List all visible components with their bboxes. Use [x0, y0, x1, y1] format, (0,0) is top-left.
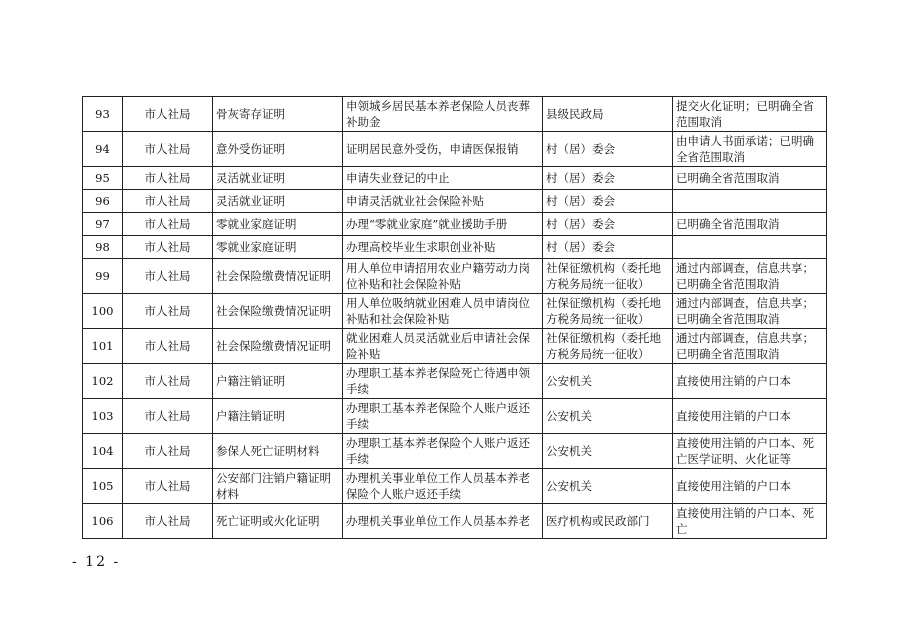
table-body — [83, 97, 827, 539]
handling-method-cell: 提交火化证明；已明确全省范围取消 — [673, 97, 827, 132]
table-row — [83, 399, 827, 434]
purpose-cell: 办理职工基本养老保险个人账户返还手续 — [343, 399, 543, 434]
issuing-authority-cell: 社保征缴机构（委托地方税务局统一征收） — [543, 329, 673, 364]
purpose-cell: 申请失业登记的中止 — [343, 167, 543, 190]
table-row — [83, 132, 827, 167]
issuing-authority-cell: 社保征缴机构（委托地方税务局统一征收） — [543, 294, 673, 329]
table-row — [83, 167, 827, 190]
purpose-cell: 办理职工基本养老保险死亡待遇申领手续 — [343, 364, 543, 399]
certificate-name-cell: 社会保险缴费情况证明 — [213, 259, 343, 294]
certificate-name-cell: 社会保险缴费情况证明 — [213, 329, 343, 364]
certificate-name-cell: 灵活就业证明 — [213, 190, 343, 213]
department-cell: 市人社局 — [123, 399, 213, 434]
handling-method-cell: 通过内部调查，信息共享；已明确全省范围取消 — [673, 294, 827, 329]
certificate-name-cell: 参保人死亡证明材料 — [213, 434, 343, 469]
certificate-name-cell: 骨灰寄存证明 — [213, 97, 343, 132]
table-row — [83, 259, 827, 294]
department-cell: 市人社局 — [123, 469, 213, 504]
issuing-authority-cell: 公安机关 — [543, 469, 673, 504]
department-cell: 市人社局 — [123, 259, 213, 294]
certificate-name-cell: 死亡证明或火化证明 — [213, 504, 343, 539]
handling-method-cell: 直接使用注销的户口本 — [673, 469, 827, 504]
table-row — [83, 294, 827, 329]
department-cell: 市人社局 — [123, 294, 213, 329]
purpose-cell: 用人单位申请招用农业户籍劳动力岗位补贴和社会保险补贴 — [343, 259, 543, 294]
issuing-authority-cell: 村（居）委会 — [543, 213, 673, 236]
issuing-authority-cell: 村（居）委会 — [543, 132, 673, 167]
row-number: 99 — [83, 259, 123, 294]
issuing-authority-cell: 公安机关 — [543, 399, 673, 434]
department-cell: 市人社局 — [123, 97, 213, 132]
row-number: 105 — [83, 469, 123, 504]
department-cell: 市人社局 — [123, 213, 213, 236]
row-number: 103 — [83, 399, 123, 434]
purpose-cell: 申请灵活就业社会保险补贴 — [343, 190, 543, 213]
certificate-table — [82, 96, 827, 539]
handling-method-cell — [673, 236, 827, 259]
department-cell: 市人社局 — [123, 364, 213, 399]
handling-method-cell: 由申请人书面承诺；已明确全省范围取消 — [673, 132, 827, 167]
certificate-name-cell: 零就业家庭证明 — [213, 213, 343, 236]
table-row — [83, 97, 827, 132]
handling-method-cell: 通过内部调查，信息共享；已明确全省范围取消 — [673, 329, 827, 364]
row-number: 93 — [83, 97, 123, 132]
row-number: 106 — [83, 504, 123, 539]
issuing-authority-cell: 公安机关 — [543, 434, 673, 469]
handling-method-cell: 直接使用注销的户口本 — [673, 399, 827, 434]
certificate-name-cell: 零就业家庭证明 — [213, 236, 343, 259]
table-row — [83, 329, 827, 364]
department-cell: 市人社局 — [123, 132, 213, 167]
page-number: - 12 - — [72, 554, 121, 570]
issuing-authority-cell: 村（居）委会 — [543, 190, 673, 213]
department-cell: 市人社局 — [123, 236, 213, 259]
handling-method-cell: 通过内部调查，信息共享；已明确全省范围取消 — [673, 259, 827, 294]
table-row — [83, 469, 827, 504]
table-row — [83, 236, 827, 259]
purpose-cell: 办理高校毕业生求职创业补贴 — [343, 236, 543, 259]
purpose-cell: 办理机关事业单位工作人员基本养老保险个人账户返还手续 — [343, 469, 543, 504]
handling-method-cell: 直接使用注销的户口本、死亡医学证明、火化证等 — [673, 434, 827, 469]
row-number: 97 — [83, 213, 123, 236]
row-number: 100 — [83, 294, 123, 329]
certificate-name-cell: 意外受伤证明 — [213, 132, 343, 167]
issuing-authority-cell: 公安机关 — [543, 364, 673, 399]
issuing-authority-cell: 村（居）委会 — [543, 167, 673, 190]
row-number: 94 — [83, 132, 123, 167]
row-number: 98 — [83, 236, 123, 259]
issuing-authority-cell: 社保征缴机构（委托地方税务局统一征收） — [543, 259, 673, 294]
table-row — [83, 213, 827, 236]
department-cell: 市人社局 — [123, 504, 213, 539]
purpose-cell: 申领城乡居民基本养老保险人员丧葬补助金 — [343, 97, 543, 132]
certificate-name-cell: 户籍注销证明 — [213, 399, 343, 434]
issuing-authority-cell: 医疗机构或民政部门 — [543, 504, 673, 539]
certificate-name-cell: 社会保险缴费情况证明 — [213, 294, 343, 329]
department-cell: 市人社局 — [123, 434, 213, 469]
certificate-name-cell: 户籍注销证明 — [213, 364, 343, 399]
department-cell: 市人社局 — [123, 329, 213, 364]
department-cell: 市人社局 — [123, 167, 213, 190]
purpose-cell: 办理“零就业家庭”就业援助手册 — [343, 213, 543, 236]
purpose-cell: 用人单位吸纳就业困难人员申请岗位补贴和社会保险补贴 — [343, 294, 543, 329]
row-number: 95 — [83, 167, 123, 190]
issuing-authority-cell: 村（居）委会 — [543, 236, 673, 259]
certificate-name-cell: 灵活就业证明 — [213, 167, 343, 190]
department-cell: 市人社局 — [123, 190, 213, 213]
certificate-name-cell: 公安部门注销户籍证明材料 — [213, 469, 343, 504]
row-number: 104 — [83, 434, 123, 469]
purpose-cell: 办理职工基本养老保险个人账户返还手续 — [343, 434, 543, 469]
row-number: 96 — [83, 190, 123, 213]
handling-method-cell: 直接使用注销的户口本、死亡 — [673, 504, 827, 539]
purpose-cell: 证明居民意外受伤，申请医保报销 — [343, 132, 543, 167]
table-row — [83, 504, 827, 539]
table-row — [83, 364, 827, 399]
purpose-cell: 就业困难人员灵活就业后申请社会保险补贴 — [343, 329, 543, 364]
handling-method-cell — [673, 190, 827, 213]
issuing-authority-cell: 县级民政局 — [543, 97, 673, 132]
purpose-cell: 办理机关事业单位工作人员基本养老 — [343, 504, 543, 539]
handling-method-cell: 直接使用注销的户口本 — [673, 364, 827, 399]
table-row — [83, 190, 827, 213]
row-number: 102 — [83, 364, 123, 399]
handling-method-cell: 已明确全省范围取消 — [673, 167, 827, 190]
table-row — [83, 434, 827, 469]
handling-method-cell: 已明确全省范围取消 — [673, 213, 827, 236]
row-number: 101 — [83, 329, 123, 364]
